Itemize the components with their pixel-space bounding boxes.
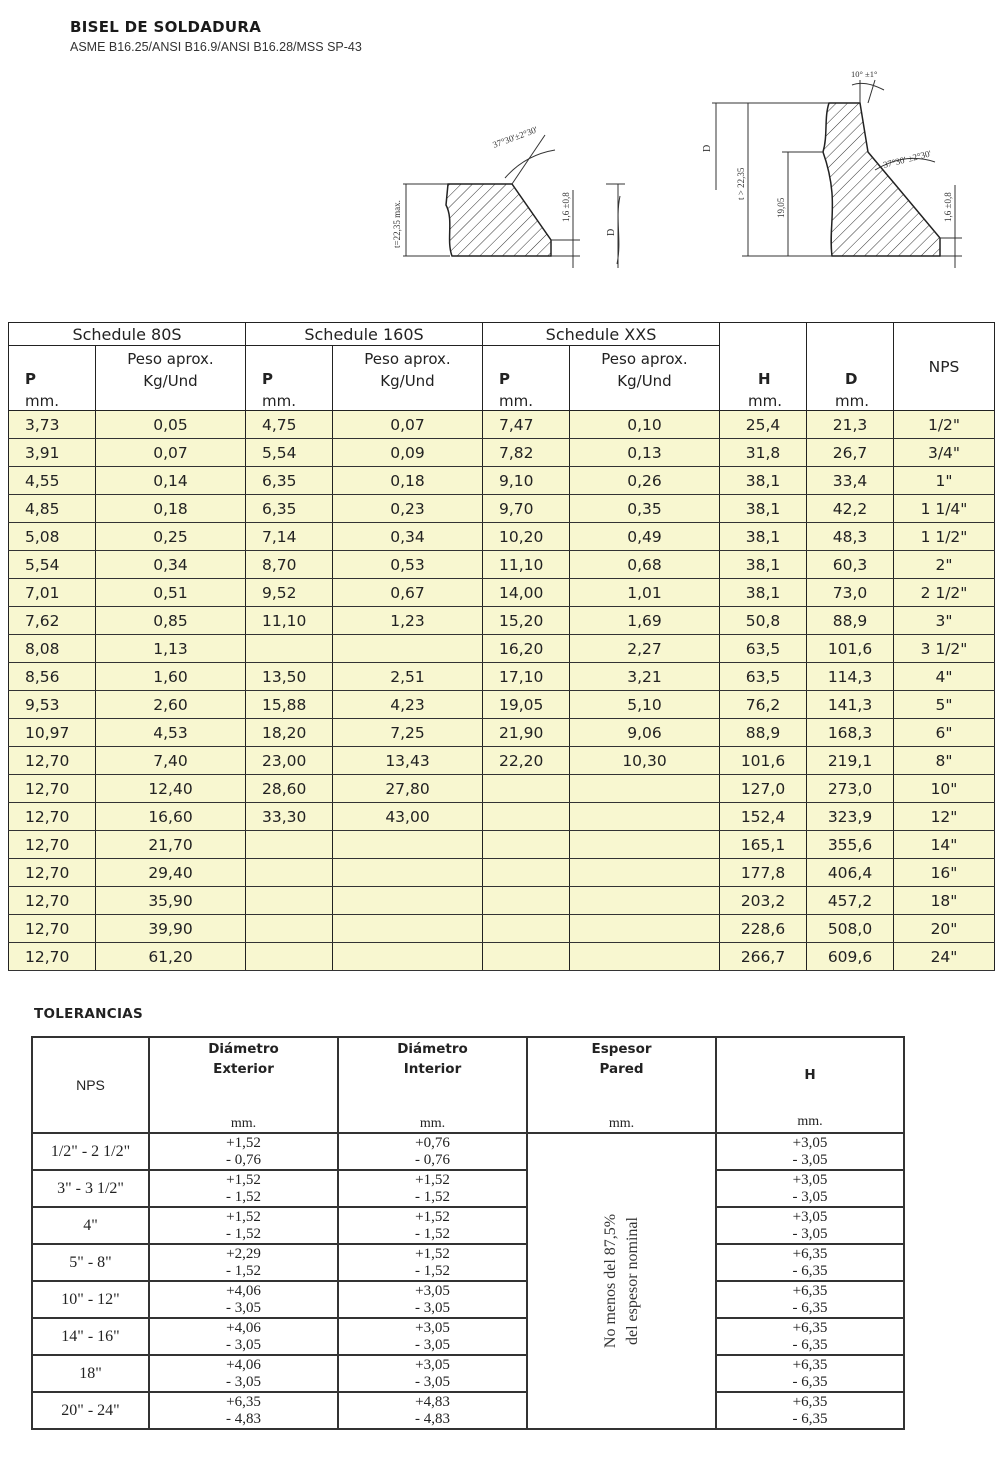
right-land-label: 1,6 ±0,8 xyxy=(943,192,953,222)
table-row xyxy=(9,495,995,523)
table-cell: 0,68 xyxy=(570,551,720,579)
table-row xyxy=(9,551,995,579)
tolerance-row xyxy=(32,1392,904,1429)
table-cell: 7,82 xyxy=(483,439,570,467)
table-cell: 14" xyxy=(894,831,995,859)
table-row xyxy=(9,691,995,719)
tol-od-cell: +4,06 - 3,05 xyxy=(149,1355,338,1392)
table-cell: 88,9 xyxy=(807,607,894,635)
table-cell xyxy=(483,943,570,971)
table-cell: 11,10 xyxy=(483,551,570,579)
table-row xyxy=(9,663,995,691)
tol-od-cell: +6,35 - 4,83 xyxy=(149,1392,338,1429)
table-cell: 4,55 xyxy=(9,467,96,495)
tol-id-cell: +1,52 - 1,52 xyxy=(338,1244,527,1281)
table-cell: 10,20 xyxy=(483,523,570,551)
table-cell: 0,51 xyxy=(96,579,246,607)
table-cell: 8,56 xyxy=(9,663,96,691)
table-cell: 12,70 xyxy=(9,859,96,887)
table-cell: 10,97 xyxy=(9,719,96,747)
table-cell xyxy=(570,887,720,915)
table-cell: 0,35 xyxy=(570,495,720,523)
table-cell: 12" xyxy=(894,803,995,831)
tol-od-cell: +1,52 - 1,52 xyxy=(149,1207,338,1244)
table-cell: 5,54 xyxy=(246,439,333,467)
p-header: P mm. xyxy=(483,346,570,411)
table-cell: 10" xyxy=(894,775,995,803)
table-cell: 63,5 xyxy=(720,635,807,663)
right-thickness-label: t > 22,35 xyxy=(736,167,746,200)
table-cell: 13,43 xyxy=(333,747,483,775)
table-row xyxy=(9,523,995,551)
table-cell: 228,6 xyxy=(720,915,807,943)
table-cell: 73,0 xyxy=(807,579,894,607)
table-cell: 38,1 xyxy=(720,495,807,523)
tolerances-title: TOLERANCIAS xyxy=(34,1006,144,1022)
table-cell: 29,40 xyxy=(96,859,246,887)
tol-h-cell: +3,05 - 3,05 xyxy=(716,1207,904,1244)
table-cell: 8,08 xyxy=(9,635,96,663)
table-cell: 12,70 xyxy=(9,803,96,831)
table-cell: 0,18 xyxy=(333,467,483,495)
table-cell: 219,1 xyxy=(807,747,894,775)
left-land-label: 1,6 ±0,8 xyxy=(561,192,571,222)
tolerance-row xyxy=(32,1355,904,1392)
table-cell: 50,8 xyxy=(720,607,807,635)
table-cell: 152,4 xyxy=(720,803,807,831)
table-cell xyxy=(570,943,720,971)
schedule-80s-header: Schedule 80S xyxy=(9,323,246,346)
table-cell: 17,10 xyxy=(483,663,570,691)
table-cell: 5,08 xyxy=(9,523,96,551)
table-cell: 4" xyxy=(894,663,995,691)
tol-id-cell: +3,05 - 3,05 xyxy=(338,1281,527,1318)
table-cell xyxy=(246,943,333,971)
table-cell: 6,35 xyxy=(246,495,333,523)
table-cell: 26,7 xyxy=(807,439,894,467)
table-cell: 141,3 xyxy=(807,691,894,719)
table-cell: 12,40 xyxy=(96,775,246,803)
table-cell: 1,60 xyxy=(96,663,246,691)
tol-h-cell: +6,35 - 6,35 xyxy=(716,1355,904,1392)
tol-nps-cell: 4" xyxy=(32,1207,149,1244)
table-cell: 15,20 xyxy=(483,607,570,635)
tol-od-cell: +1,52 - 1,52 xyxy=(149,1170,338,1207)
tol-nps-header: NPS xyxy=(32,1037,149,1133)
table-cell: 406,4 xyxy=(807,859,894,887)
table-cell: 8,70 xyxy=(246,551,333,579)
table-cell: 0,25 xyxy=(96,523,246,551)
table-cell: 28,60 xyxy=(246,775,333,803)
table-cell: 101,6 xyxy=(720,747,807,775)
table-cell: 165,1 xyxy=(720,831,807,859)
tol-nps-cell: 20" - 24" xyxy=(32,1392,149,1429)
table-row xyxy=(9,579,995,607)
table-cell: 12,70 xyxy=(9,943,96,971)
table-cell: 13,50 xyxy=(246,663,333,691)
table-cell: 8" xyxy=(894,747,995,775)
table-cell xyxy=(333,915,483,943)
table-cell: 48,3 xyxy=(807,523,894,551)
table-cell: 7,14 xyxy=(246,523,333,551)
table-cell: 43,00 xyxy=(333,803,483,831)
tol-wall-header: Espesor Pared mm. xyxy=(527,1037,716,1133)
table-cell: 9,53 xyxy=(9,691,96,719)
tol-od-cell: +4,06 - 3,05 xyxy=(149,1318,338,1355)
table-cell xyxy=(483,803,570,831)
table-cell: 33,30 xyxy=(246,803,333,831)
table-cell: 63,5 xyxy=(720,663,807,691)
table-cell: 0,34 xyxy=(333,523,483,551)
tol-id-cell: +4,83 - 4,83 xyxy=(338,1392,527,1429)
tol-nps-cell: 1/2" - 2 1/2" xyxy=(32,1133,149,1170)
nps-column-header: NPS xyxy=(894,323,995,411)
weight-header: Peso aprox. Kg/Und xyxy=(96,346,246,411)
table-cell xyxy=(246,915,333,943)
table-row xyxy=(9,607,995,635)
table-cell: 0,14 xyxy=(96,467,246,495)
tol-id-cell: +0,76 - 0,76 xyxy=(338,1133,527,1170)
right-angle-label: 37°30' ±2°30' xyxy=(882,148,933,170)
tolerance-row xyxy=(32,1133,904,1170)
table-cell xyxy=(246,887,333,915)
table-cell: 27,80 xyxy=(333,775,483,803)
table-row xyxy=(9,803,995,831)
table-cell: 9,10 xyxy=(483,467,570,495)
table-cell: 266,7 xyxy=(720,943,807,971)
tol-h-cell: +3,05 - 3,05 xyxy=(716,1133,904,1170)
table-cell: 21,90 xyxy=(483,719,570,747)
table-cell: 0,10 xyxy=(570,411,720,439)
table-cell: 1" xyxy=(894,467,995,495)
table-cell: 14,00 xyxy=(483,579,570,607)
table-cell: 60,3 xyxy=(807,551,894,579)
table-cell: 508,0 xyxy=(807,915,894,943)
table-cell: 76,2 xyxy=(720,691,807,719)
table-cell: 4,85 xyxy=(9,495,96,523)
table-row xyxy=(9,915,995,943)
tolerances-table xyxy=(31,1036,905,1430)
table-cell: 6" xyxy=(894,719,995,747)
table-cell xyxy=(246,831,333,859)
table-cell: 355,6 xyxy=(807,831,894,859)
table-cell: 16,60 xyxy=(96,803,246,831)
table-cell: 35,90 xyxy=(96,887,246,915)
tolerance-row xyxy=(32,1207,904,1244)
table-cell: 3,21 xyxy=(570,663,720,691)
left-angle-label: 37°30'±2°30' xyxy=(491,124,539,150)
p-header: P mm. xyxy=(9,346,96,411)
table-cell: 38,1 xyxy=(720,467,807,495)
tol-h-cell: +6,35 - 6,35 xyxy=(716,1318,904,1355)
table-cell: 1,01 xyxy=(570,579,720,607)
table-cell: 0,13 xyxy=(570,439,720,467)
tol-h-cell: +6,35 - 6,35 xyxy=(716,1244,904,1281)
table-cell: 21,70 xyxy=(96,831,246,859)
table-cell: 0,05 xyxy=(96,411,246,439)
table-cell: 16,20 xyxy=(483,635,570,663)
table-cell: 1 1/4" xyxy=(894,495,995,523)
table-cell: 12,70 xyxy=(9,775,96,803)
table-cell xyxy=(246,635,333,663)
table-row xyxy=(9,439,995,467)
table-cell: 0,18 xyxy=(96,495,246,523)
table-cell: 0,23 xyxy=(333,495,483,523)
tolerance-row xyxy=(32,1318,904,1355)
table-cell: 16" xyxy=(894,859,995,887)
table-cell: 3,91 xyxy=(9,439,96,467)
table-cell: 25,4 xyxy=(720,411,807,439)
right-top-angle-label: 10° ±1° xyxy=(851,69,878,79)
tol-id-cell: +3,05 - 3,05 xyxy=(338,1318,527,1355)
table-cell: 7,25 xyxy=(333,719,483,747)
table-cell xyxy=(333,859,483,887)
tol-nps-cell: 10" - 12" xyxy=(32,1281,149,1318)
bevel-diagrams xyxy=(0,0,1000,300)
table-row xyxy=(9,635,995,663)
table-cell: 5,10 xyxy=(570,691,720,719)
tol-od-cell: +2,29 - 1,52 xyxy=(149,1244,338,1281)
table-cell: 18" xyxy=(894,887,995,915)
table-row xyxy=(9,719,995,747)
table-row xyxy=(9,467,995,495)
bevel-diagram-thin-wall xyxy=(403,135,625,268)
tol-h-cell: +6,35 - 6,35 xyxy=(716,1392,904,1429)
table-cell: 609,6 xyxy=(807,943,894,971)
table-cell: 31,8 xyxy=(720,439,807,467)
table-cell: 168,3 xyxy=(807,719,894,747)
table-row xyxy=(9,411,995,439)
table-cell: 203,2 xyxy=(720,887,807,915)
table-cell: 4,75 xyxy=(246,411,333,439)
tolerance-row xyxy=(32,1281,904,1318)
table-cell: 0,34 xyxy=(96,551,246,579)
table-cell: 0,53 xyxy=(333,551,483,579)
table-cell: 3 1/2" xyxy=(894,635,995,663)
table-cell: 1/2" xyxy=(894,411,995,439)
tol-h-cell: +3,05 - 3,05 xyxy=(716,1170,904,1207)
tol-nps-cell: 14" - 16" xyxy=(32,1318,149,1355)
right-height-label: 19,05 xyxy=(776,197,786,218)
table-cell: 3,73 xyxy=(9,411,96,439)
schedule-xxs-header: Schedule XXS xyxy=(483,323,720,346)
table-cell: 0,07 xyxy=(96,439,246,467)
table-cell: 7,62 xyxy=(9,607,96,635)
table-row xyxy=(9,943,995,971)
schedule-table xyxy=(8,322,995,971)
table-cell: 5,54 xyxy=(9,551,96,579)
table-cell: 323,9 xyxy=(807,803,894,831)
table-cell: 4,23 xyxy=(333,691,483,719)
table-cell: 88,9 xyxy=(720,719,807,747)
table-cell: 7,40 xyxy=(96,747,246,775)
table-cell: 0,49 xyxy=(570,523,720,551)
table-cell xyxy=(570,775,720,803)
table-cell xyxy=(483,915,570,943)
table-cell: 22,20 xyxy=(483,747,570,775)
table-cell: 3/4" xyxy=(894,439,995,467)
page-subtitle: ASME B16.25/ANSI B16.9/ANSI B16.28/MSS SP-43 xyxy=(70,40,362,54)
right-d-label: D xyxy=(702,144,713,152)
table-cell: 0,07 xyxy=(333,411,483,439)
table-cell: 457,2 xyxy=(807,887,894,915)
weight-header: Peso aprox. Kg/Und xyxy=(333,346,483,411)
table-cell: 61,20 xyxy=(96,943,246,971)
table-cell: 273,0 xyxy=(807,775,894,803)
table-row xyxy=(9,775,995,803)
table-row xyxy=(9,887,995,915)
table-cell xyxy=(570,915,720,943)
table-cell: 1,69 xyxy=(570,607,720,635)
table-cell xyxy=(570,803,720,831)
table-cell: 12,70 xyxy=(9,747,96,775)
left-d-label: D xyxy=(606,228,617,236)
table-cell: 1,13 xyxy=(96,635,246,663)
tolerance-row xyxy=(32,1170,904,1207)
table-row xyxy=(9,747,995,775)
table-cell: 2,51 xyxy=(333,663,483,691)
table-cell: 39,90 xyxy=(96,915,246,943)
table-cell: 1 1/2" xyxy=(894,523,995,551)
table-cell: 1,23 xyxy=(333,607,483,635)
table-cell: 38,1 xyxy=(720,579,807,607)
tol-h-cell: +6,35 - 6,35 xyxy=(716,1281,904,1318)
table-cell: 12,70 xyxy=(9,915,96,943)
tol-h-header: H mm. xyxy=(716,1037,904,1133)
table-cell: 0,26 xyxy=(570,467,720,495)
table-cell: 24" xyxy=(894,943,995,971)
tol-id-header: Diámetro Interior mm. xyxy=(338,1037,527,1133)
table-cell: 9,70 xyxy=(483,495,570,523)
h-column-header: H mm. xyxy=(720,323,807,411)
tol-nps-cell: 5" - 8" xyxy=(32,1244,149,1281)
table-cell xyxy=(483,859,570,887)
table-cell: 9,52 xyxy=(246,579,333,607)
table-cell: 20" xyxy=(894,915,995,943)
table-cell xyxy=(333,635,483,663)
table-cell: 127,0 xyxy=(720,775,807,803)
table-cell xyxy=(483,775,570,803)
table-row xyxy=(9,859,995,887)
table-cell: 33,4 xyxy=(807,467,894,495)
table-cell: 0,85 xyxy=(96,607,246,635)
table-cell: 177,8 xyxy=(720,859,807,887)
table-cell xyxy=(246,859,333,887)
table-cell xyxy=(483,887,570,915)
table-cell: 5" xyxy=(894,691,995,719)
tol-nps-cell: 3" - 3 1/2" xyxy=(32,1170,149,1207)
schedule-160s-header: Schedule 160S xyxy=(246,323,483,346)
tol-id-cell: +3,05 - 3,05 xyxy=(338,1355,527,1392)
tol-id-cell: +1,52 - 1,52 xyxy=(338,1170,527,1207)
page-title: BISEL DE SOLDADURA xyxy=(70,18,262,36)
p-header: P mm. xyxy=(246,346,333,411)
table-cell: 12,70 xyxy=(9,831,96,859)
table-cell xyxy=(333,887,483,915)
table-cell: 114,3 xyxy=(807,663,894,691)
table-cell: 101,6 xyxy=(807,635,894,663)
table-cell: 38,1 xyxy=(720,551,807,579)
table-cell xyxy=(483,831,570,859)
tol-nps-cell: 18" xyxy=(32,1355,149,1392)
table-cell: 2 1/2" xyxy=(894,579,995,607)
table-cell: 2,27 xyxy=(570,635,720,663)
table-cell: 42,2 xyxy=(807,495,894,523)
table-row xyxy=(9,831,995,859)
left-thickness-label: t=22,35 max. xyxy=(392,200,402,248)
table-cell: 18,20 xyxy=(246,719,333,747)
table-cell xyxy=(333,943,483,971)
bevel-diagram-thick-wall xyxy=(712,80,962,268)
tolerance-row xyxy=(32,1244,904,1281)
table-cell: 38,1 xyxy=(720,523,807,551)
table-cell: 15,88 xyxy=(246,691,333,719)
table-cell: 0,09 xyxy=(333,439,483,467)
d-column-header: D mm. xyxy=(807,323,894,411)
table-cell: 4,53 xyxy=(96,719,246,747)
table-cell: 2,60 xyxy=(96,691,246,719)
table-cell: 2" xyxy=(894,551,995,579)
table-cell xyxy=(570,831,720,859)
table-cell: 9,06 xyxy=(570,719,720,747)
tol-od-cell: +4,06 - 3,05 xyxy=(149,1281,338,1318)
table-cell: 19,05 xyxy=(483,691,570,719)
tol-od-header: Diámetro Exterior mm. xyxy=(149,1037,338,1133)
table-cell: 23,00 xyxy=(246,747,333,775)
table-cell xyxy=(570,859,720,887)
table-cell: 11,10 xyxy=(246,607,333,635)
tol-wall-cell: No menos del 87,5% del espesor nominal xyxy=(527,1133,716,1429)
table-cell: 3" xyxy=(894,607,995,635)
weight-header: Peso aprox. Kg/Und xyxy=(570,346,720,411)
table-cell: 12,70 xyxy=(9,887,96,915)
table-cell: 7,01 xyxy=(9,579,96,607)
table-cell: 0,67 xyxy=(333,579,483,607)
table-cell: 21,3 xyxy=(807,411,894,439)
table-cell: 10,30 xyxy=(570,747,720,775)
tol-od-cell: +1,52 - 0,76 xyxy=(149,1133,338,1170)
table-cell: 6,35 xyxy=(246,467,333,495)
table-cell xyxy=(333,831,483,859)
tol-id-cell: +1,52 - 1,52 xyxy=(338,1207,527,1244)
table-cell: 7,47 xyxy=(483,411,570,439)
